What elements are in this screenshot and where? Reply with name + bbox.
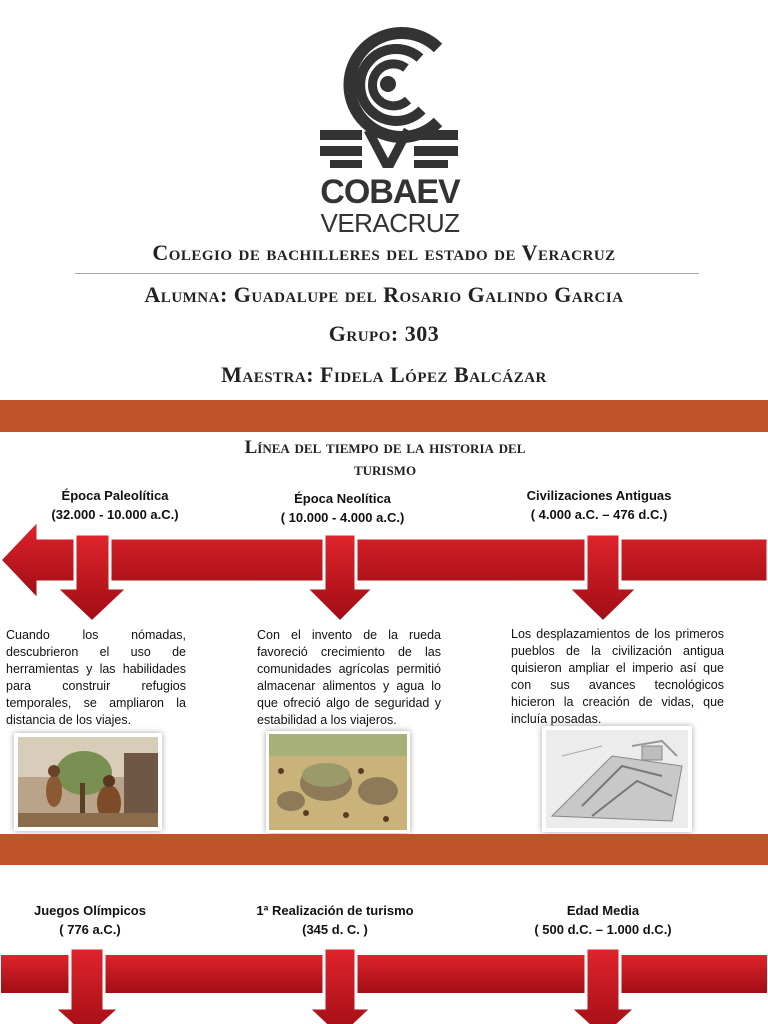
logo-brand: COBAEV: [320, 173, 460, 211]
teacher-name: Maestra: Fidela López Balcázar: [221, 362, 547, 387]
timeline-title: [150, 437, 620, 481]
spiral-emblem-icon: [310, 18, 470, 168]
era-dates: ( 776 a.C.): [59, 922, 121, 937]
timeline-arrow-bottom: [0, 948, 768, 1024]
neolithic-image: [266, 731, 410, 833]
era-name: Edad Media: [566, 903, 640, 918]
timeline-title-line2: turismo: [353, 459, 417, 480]
bottom-color-band: [0, 834, 768, 865]
era-paleolithic-text: Cuando los nómadas, descubrieron el uso de herramientas y las habilidades para construir refugios temporales, se ampliaron la distancia de los viajes.: [6, 628, 186, 727]
era-name: Época Neolítica: [294, 491, 391, 506]
era-dates: (32.000 - 10.000 a.C.): [51, 507, 179, 522]
school-name: Colegio de bachilleres del estado de Veracruz: [152, 240, 616, 265]
era-dates: ( 4.000 a.C. – 476 d.C.): [530, 507, 668, 522]
top-color-band: [0, 400, 768, 432]
timeline-arrow-top: [0, 516, 768, 626]
cobaev-logo: [310, 18, 470, 238]
paleolithic-image: [14, 733, 162, 831]
era-name: 1ª Realización de turismo: [256, 903, 414, 918]
group-label: Grupo: 303: [328, 321, 440, 346]
era-ancient-civ-text: Los desplazamientos de los primeros pueblos de la civilización antigua quisieron ampliar el imperio así que con sus avances tecnológicos hicieron la creación de vidas, que incluía posadas.: [511, 627, 724, 726]
timeline-title-line1: Línea del tiempo de la historia del: [244, 437, 526, 458]
era-name: Juegos Olímpicos: [34, 903, 146, 918]
ancient-civ-image: [542, 726, 692, 832]
header-divider: [75, 273, 699, 274]
era-name: Civilizaciones Antiguas: [526, 488, 672, 503]
era-first-tourism-title: [230, 901, 440, 939]
era-dates: ( 500 d.C. – 1.000 d.C.): [534, 922, 672, 937]
era-dates: (345 d. C. ): [302, 922, 368, 937]
student-name: Alumna: Guadalupe del Rosario Galindo Garcia: [144, 282, 624, 307]
era-olympic-title: [0, 901, 180, 939]
era-dates: ( 10.000 - 4.000 a.C.): [280, 510, 405, 525]
era-middle-ages-title: [510, 901, 696, 939]
era-name: Época Paleolítica: [61, 488, 169, 503]
logo-place: VERACRUZ: [320, 208, 460, 238]
era-neolithic-text: Con el invento de la rueda favoreció crecimiento de las comunidades agrícolas permitió almacenar alimentos y agua lo que ofreció algo de seguridad y estabilidad a los viajeros.: [257, 628, 441, 727]
